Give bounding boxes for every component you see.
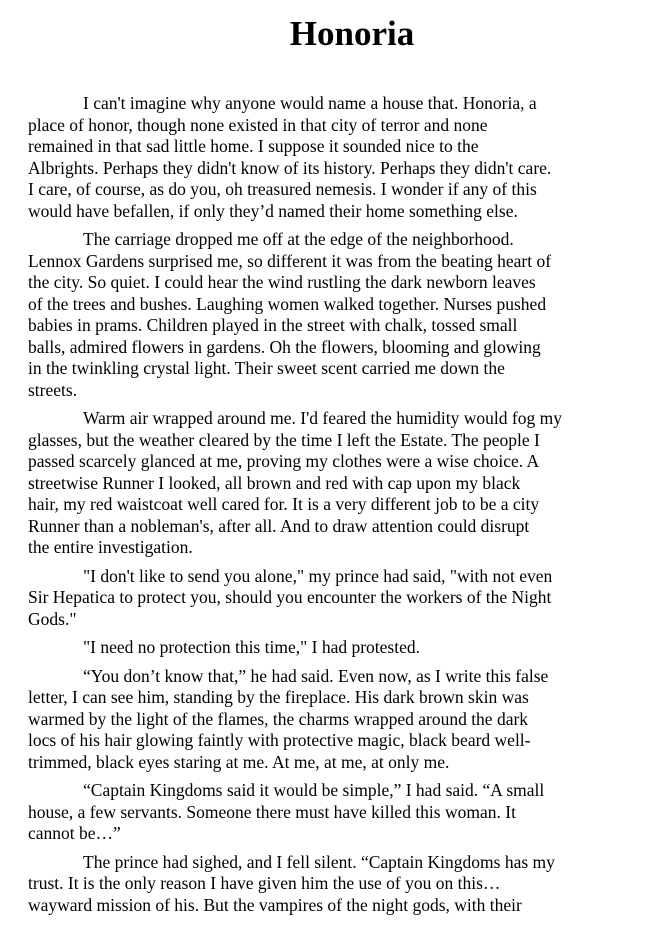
text-line: passed scarcely glanced at me, proving my clothes were a wise choice. A: [28, 451, 540, 471]
text-line: place of honor, though none existed in that city of terror and none: [28, 114, 488, 135]
paragraph: [28, 852, 640, 917]
text-line: Lennox Gardens surprised me, so different it was from the beating heart of: [28, 250, 552, 271]
text-line: cannot be…”: [28, 823, 121, 843]
text-line: The carriage dropped me off at the edge of the neighborhood.: [83, 229, 514, 249]
text-line: babies in prams. Children played in the street with chalk, tossed small: [28, 315, 518, 335]
document-body: [28, 93, 640, 916]
text-line: the entire investigation.: [28, 537, 193, 557]
text-line: of the trees and bushes. Laughing women walked together. Nurses pushed: [28, 293, 547, 314]
text-line: I care, of course, as do you, oh treasured nemesis. I wonder if any of this: [28, 179, 537, 199]
text-line: "I don't like to send you alone," my prince had said, "with not even: [83, 565, 553, 586]
text-line: glasses, but the weather cleared by the time I left the Estate. The people I: [28, 429, 540, 450]
text-line: house, a few servants. Someone there must have killed this woman. It: [28, 801, 516, 822]
paragraph: [28, 780, 640, 845]
text-line: balls, admired flowers in gardens. Oh the flowers, blooming and glowing: [28, 336, 541, 357]
text-line: remained in that sad little home. I suppose it sounded nice to the: [28, 136, 479, 156]
text-line: would have befallen, if only they’d named their home something else.: [28, 200, 518, 221]
text-line: I can't imagine why anyone would name a house that. Honoria, a: [83, 93, 537, 113]
text-line: trimmed, black eyes staring at me. At me, at me, at only me.: [28, 751, 450, 772]
text-line: Albrights. Perhaps they didn't know of its history. Perhaps they didn't care.: [28, 157, 552, 178]
text-line: locs of his hair glowing faintly with protective magic, black beard well-: [28, 730, 531, 750]
text-line: the city. So quiet. I could hear the wind rustling the dark newborn leaves: [28, 272, 536, 292]
text-line: Sir Hepatica to protect you, should you encounter the workers of the Night: [28, 587, 552, 607]
text-line: “You don’t know that,” he had said. Even now, as I write this false: [83, 665, 549, 686]
paragraph: [28, 229, 640, 401]
page-title: Honoria: [289, 14, 415, 53]
text-line: “Captain Kingdoms said it would be simple,” I had said. “A small: [83, 780, 545, 800]
text-line: in the twinkling crystal light. Their sweet scent carried me down the: [28, 358, 505, 378]
text-line: streets.: [28, 379, 78, 400]
text-line: streetwise Runner I looked, all brown and red with cap upon my black: [28, 472, 521, 493]
text-line: Gods.": [28, 608, 77, 629]
paragraph: [28, 637, 640, 659]
text-line: Warm air wrapped around me. I'd feared the humidity would fog my: [83, 408, 562, 428]
text-line: The prince had sighed, and I fell silent. “Captain Kingdoms has my: [83, 851, 555, 872]
text-line: hair, my red waistcoat well cared for. It is a very different job to be a city: [28, 494, 540, 514]
text-line: trust. It is the only reason I have given him the use of you on this…: [28, 873, 501, 893]
text-line: Runner than a nobleman's, after all. And to draw attention could disrupt: [28, 515, 530, 536]
text-line: "I need no protection this time," I had protested.: [83, 637, 420, 657]
paragraph: [28, 566, 640, 631]
text-line: warmed by the light of the flames, the charms wrapped around the dark: [28, 708, 529, 729]
paragraph: [28, 408, 640, 559]
text-line: wayward mission of his. But the vampires of the night gods, with their: [28, 894, 522, 915]
paragraph: [28, 93, 640, 222]
paragraph: [28, 666, 640, 774]
text-line: letter, I can see him, standing by the fireplace. His dark brown skin was: [28, 687, 529, 707]
